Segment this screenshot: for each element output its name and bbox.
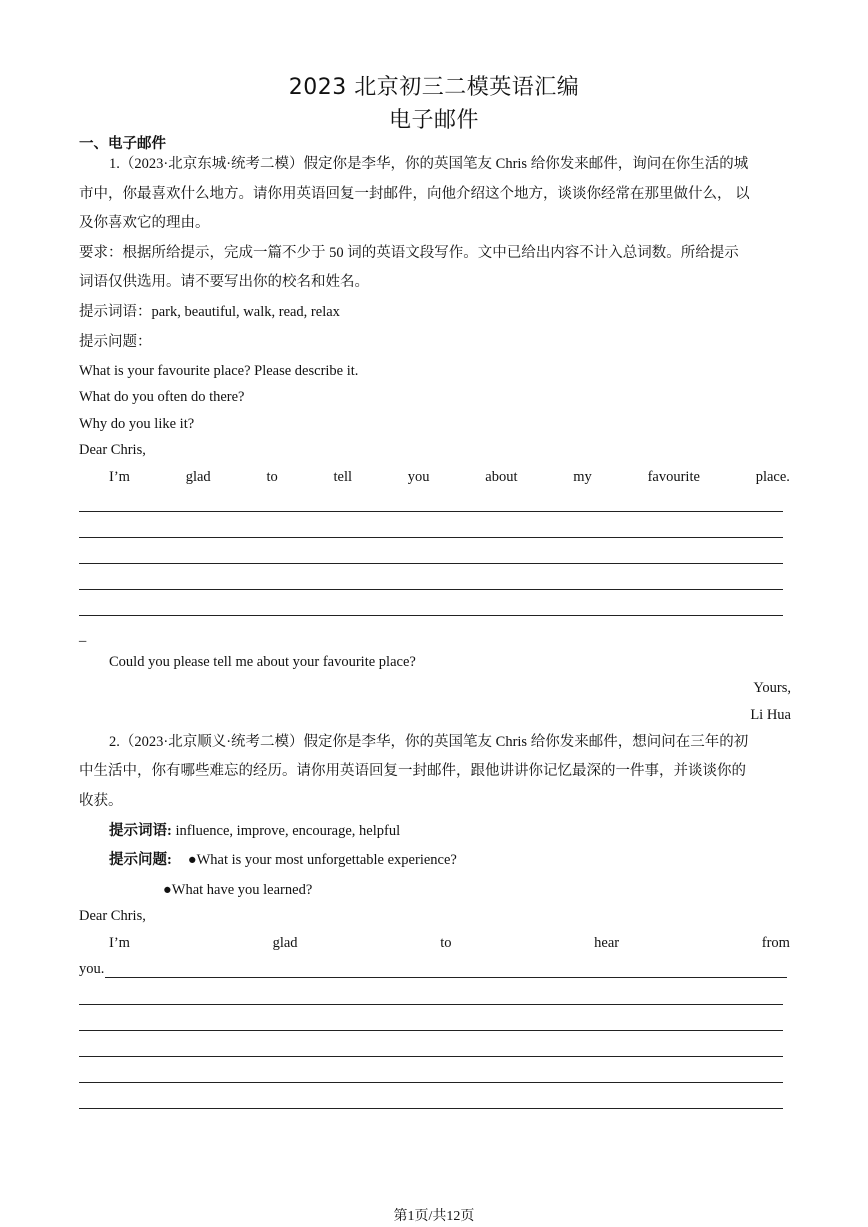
- q1-trailing-dash: _: [79, 628, 87, 644]
- q1-writing-line[interactable]: [79, 589, 783, 590]
- q1-hint-words: 提示词语：park, beautiful, walk, read, relax: [79, 304, 340, 320]
- q1-word: to: [266, 469, 278, 485]
- q1-writing-line[interactable]: [79, 563, 783, 564]
- q1-writing-line[interactable]: [79, 537, 783, 538]
- q1-word: place.: [755, 469, 790, 485]
- q1-writing-line[interactable]: [79, 615, 783, 616]
- q1-prompt-line-3: 及你喜欢它的理由。: [79, 215, 210, 231]
- q1-signoff: Yours,: [753, 680, 791, 696]
- q1-opening-sentence: [109, 463, 790, 492]
- q2-writing-line[interactable]: [79, 1004, 783, 1005]
- q1-closing-question: Could you please tell me about your favourite place?: [109, 654, 416, 670]
- q2-question-2: ●What have you learned?: [163, 882, 313, 898]
- page-number: 第1页/共12页: [393, 1209, 475, 1224]
- q2-hint-questions-label: 提示问题:: [109, 852, 172, 868]
- q2-hint-words-list: influence, improve, encourage, helpful: [171, 823, 401, 839]
- q2-continuation: you.: [79, 961, 105, 977]
- q2-hint-words-label: 提示词语:: [109, 823, 172, 839]
- q1-greeting: Dear Chris,: [79, 442, 146, 458]
- q1-word: favourite: [647, 469, 700, 485]
- q2-writing-line[interactable]: [79, 1108, 783, 1109]
- q1-word: I’m: [109, 469, 130, 485]
- q1-requirement-line-2: 词语仅供选用。请不要写出你的校名和姓名。: [79, 274, 369, 290]
- q2-writing-line[interactable]: [79, 1030, 783, 1031]
- q1-signature: Li Hua: [750, 707, 791, 723]
- q2-prompt-line-1: 2.（2023·北京顺义·统考二模）假定你是李华，你的英国笔友 Chris 给你发来邮件，想问问在三年的初: [109, 734, 749, 750]
- section-heading: 一、电子邮件: [79, 136, 166, 152]
- q2-word: from: [761, 935, 790, 951]
- q1-prompt-line-2: 市中，你最喜欢什么地方。请你用英语回复一封邮件，向他介绍这个地方，谈谈你经常在那里做什么， 以: [79, 186, 750, 202]
- q2-writing-line[interactable]: [105, 977, 787, 978]
- q2-opening-sentence: [109, 929, 790, 958]
- q1-writing-line[interactable]: [79, 511, 783, 512]
- q2-word: to: [440, 935, 452, 951]
- q2-question-1: ●What is your most unforgettable experience?: [187, 852, 457, 868]
- q2-prompt-line-3: 收获。: [79, 793, 123, 809]
- q2-word: glad: [272, 935, 298, 951]
- q1-question-2: What do you often do there?: [79, 389, 245, 405]
- q1-word: glad: [185, 469, 211, 485]
- q1-word: you: [407, 469, 430, 485]
- q2-greeting: Dear Chris,: [79, 908, 146, 924]
- q1-requirement-line-1: 要求：根据所给提示，完成一篇不少于 50 词的英语文段写作。文中已给出内容不计入总词数。所给提示: [79, 245, 739, 261]
- q1-prompt-line-1: 1.（2023·北京东城·统考二模）假定你是李华，你的英国笔友 Chris 给你发来邮件，询问在你生活的城: [109, 156, 749, 172]
- document-title: 2023 北京初三二模英语汇编: [288, 75, 580, 100]
- q2-prompt-line-2: 中生活中，你有哪些难忘的经历。请你用英语回复一封邮件，跟他讲讲你记忆最深的一件事，并谈谈你的: [79, 763, 746, 779]
- q1-question-1: What is your favourite place? Please describe it.: [79, 363, 359, 379]
- q2-word: I’m: [109, 935, 130, 951]
- q2-writing-line[interactable]: [79, 1056, 783, 1057]
- document-subtitle: 电子邮件: [388, 108, 479, 133]
- q2-hint-words: [109, 817, 821, 846]
- q1-question-3: Why do you like it?: [79, 416, 195, 432]
- q1-word: about: [485, 469, 518, 485]
- q1-word: tell: [333, 469, 353, 485]
- q2-writing-line[interactable]: [79, 1082, 783, 1083]
- q2-word: hear: [594, 935, 620, 951]
- q1-hint-questions-label: 提示问题：: [79, 334, 152, 350]
- q2-hint-questions: [109, 846, 821, 875]
- q1-word: my: [573, 469, 592, 485]
